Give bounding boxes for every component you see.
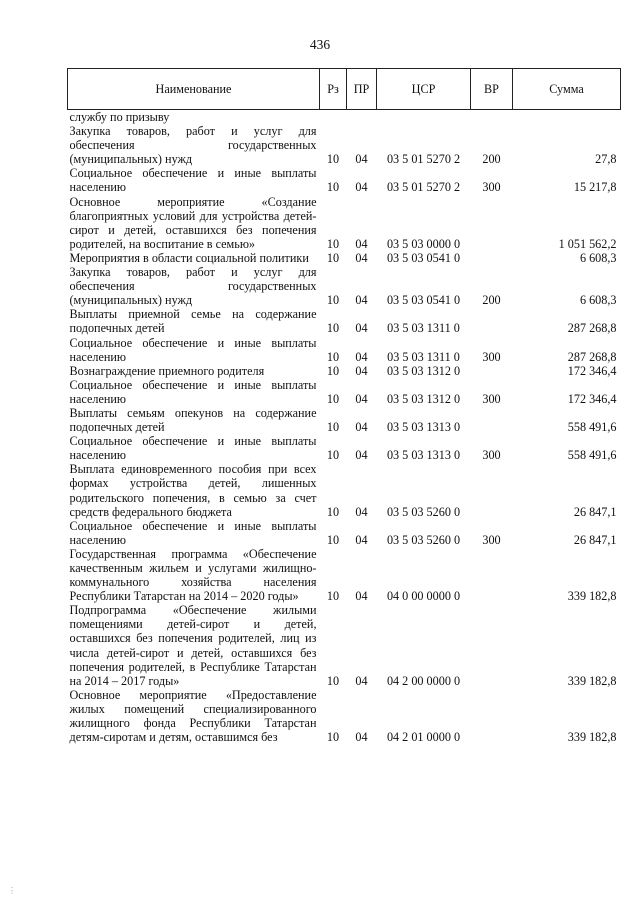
table-row: [68, 519, 621, 547]
cell-csr: 03 5 03 1312 0: [386, 391, 461, 406]
cell-rz: 10: [326, 504, 340, 519]
cell-csr: 03 5 03 1313 0: [386, 420, 461, 435]
cell-rz: 10: [326, 420, 340, 435]
cell-pr: 04: [355, 532, 368, 547]
cell-csr: 03 5 03 1313 0: [386, 448, 461, 463]
scan-edge-mark: ⋮: [8, 886, 16, 895]
cell-sum: 1 051 562,2: [558, 236, 617, 251]
cell-rz: 10: [326, 589, 340, 604]
table-body: [68, 110, 621, 745]
table-row: [68, 265, 621, 307]
table-row: [68, 547, 621, 603]
cell-rz: 10: [326, 236, 340, 251]
cell-rz: 10: [326, 321, 340, 336]
cell-name: Социальное обеспечение и иные выплаты населению: [69, 518, 317, 547]
cell-csr: 04 2 00 0000 0: [386, 673, 461, 688]
cell-name: службу по призыву: [69, 110, 170, 124]
cell-sum: 287 268,8: [567, 321, 617, 336]
cell-rz: 10: [326, 391, 340, 406]
table-row: [68, 688, 621, 744]
cell-pr: 04: [355, 293, 368, 308]
cell-pr: 04: [355, 448, 368, 463]
cell-name: Подпрограмма «Обеспечение жилыми помещениями детей-сирот и детей, оставшихся без попечения родителей, лиц из числа детей-сирот и детей, оставшихся без попечения родителей, в Республике Татарстан на 2014 – 2017 годы»: [69, 603, 317, 688]
table-row: [68, 336, 621, 364]
cell-rz: 10: [326, 363, 340, 378]
table-row: [68, 124, 621, 166]
cell-vr: [471, 251, 513, 265]
cell-rz: 10: [326, 673, 340, 688]
cell-pr: 04: [355, 180, 368, 195]
cell-pr: 04: [355, 363, 368, 378]
header-vr: ВР: [471, 69, 513, 110]
table-row: [68, 251, 621, 265]
cell-pr: 04: [355, 589, 368, 604]
cell-csr: 03 5 03 5260 0: [386, 504, 461, 519]
cell-rz: 10: [326, 152, 340, 167]
cell-name: Вознаграждение приемного родителя: [69, 363, 265, 378]
cell-vr: [471, 547, 513, 603]
cell-csr: 03 5 03 1311 0: [387, 349, 460, 364]
cell-name: Государственная программа «Обеспечение качественным жильем и услугами жилищно-коммунального хозяйства населения Республики Татарстан на 2014 – 2020 годы»: [69, 546, 317, 604]
cell-sum: 172 346,4: [567, 363, 617, 378]
table-row: [68, 166, 621, 194]
cell-pr: 04: [355, 349, 368, 364]
cell-vr: [471, 603, 513, 688]
table-row: [68, 307, 621, 335]
cell-vr: 300: [482, 532, 501, 547]
table-row: [68, 434, 621, 462]
cell-vr: [471, 110, 513, 125]
header-sum: Сумма: [513, 69, 621, 110]
cell-sum: 339 182,8: [567, 730, 617, 745]
cell-rz: 10: [326, 349, 340, 364]
cell-name: Мероприятия в области социальной политики: [69, 250, 309, 265]
cell-pr: 04: [355, 504, 368, 519]
cell-pr: 04: [355, 730, 368, 745]
cell-sum: 6 608,3: [579, 250, 617, 265]
cell-rz: 10: [326, 448, 340, 463]
cell-sum: [513, 110, 621, 125]
table-row: [68, 110, 621, 125]
cell-sum: 172 346,4: [567, 391, 617, 406]
cell-vr: 200: [482, 293, 501, 308]
cell-name: Выплаты приемной семье на содержание подопечных детей: [69, 307, 317, 336]
cell-vr: [471, 688, 513, 744]
table-row: [68, 195, 621, 251]
cell-sum: 287 268,8: [567, 349, 617, 364]
cell-vr: [471, 406, 513, 434]
cell-name: Социальное обеспечение и иные выплаты населению: [69, 377, 317, 406]
cell-pr: 04: [355, 152, 368, 167]
cell-name: Социальное обеспечение и иные выплаты населению: [69, 335, 317, 364]
cell-csr: 04 2 01 0000 0: [386, 730, 461, 745]
cell-rz: [320, 110, 347, 125]
cell-rz: 10: [326, 730, 340, 745]
cell-rz: 10: [326, 532, 340, 547]
cell-vr: 300: [482, 349, 501, 364]
cell-csr: 03 5 03 1312 0: [386, 363, 461, 378]
cell-csr: 03 5 03 5260 0: [386, 532, 461, 547]
cell-pr: 04: [355, 321, 368, 336]
cell-sum: 26 847,1: [573, 504, 617, 519]
cell-vr: 300: [482, 391, 501, 406]
cell-name: Закупка товаров, работ и услуг для обеспечения государственных (муниципальных) нужд: [69, 124, 317, 167]
cell-name: Социальное обеспечение и иные выплаты населению: [69, 434, 317, 463]
cell-csr: 03 5 03 0541 0: [386, 250, 461, 265]
cell-name: Выплата единовременного пособия при всех формах устройства детей, лишенных родительского попечения, в семью за счет средств федерального бюджета: [69, 462, 317, 519]
header-csr: ЦСР: [377, 69, 471, 110]
header-rz: Рз: [320, 69, 347, 110]
cell-pr: 04: [355, 250, 368, 265]
page-number: 436: [309, 37, 331, 52]
header-pr: ПР: [347, 69, 377, 110]
cell-name: Выплаты семьям опекунов на содержание подопечных детей: [69, 405, 317, 435]
cell-name: Социальное обеспечение и иные выплаты населению: [69, 166, 317, 195]
cell-rz: 10: [326, 180, 340, 195]
cell-sum: 558 491,6: [567, 448, 617, 463]
cell-rz: 10: [326, 293, 340, 308]
header-name: Наименование: [68, 69, 320, 110]
cell-name: Основное мероприятие «Предоставление жилых помещений специализированного жилищного фонда Республики Татарстан детям-сиротам и детям, оставшимся без: [69, 687, 317, 745]
cell-sum: 558 491,6: [567, 420, 617, 435]
cell-pr: 04: [355, 391, 368, 406]
budget-table: [67, 68, 621, 744]
cell-sum: 27,8: [595, 152, 617, 167]
table-header: [68, 69, 621, 110]
cell-pr: 04: [355, 673, 368, 688]
cell-csr: 03 5 03 1311 0: [387, 321, 460, 336]
table-row: [68, 603, 621, 688]
cell-vr: [471, 462, 513, 518]
cell-vr: 200: [482, 152, 501, 167]
cell-name: Основное мероприятие «Создание благоприятных условий для устройства детей-сирот и детей, оставшихся без попечения родителей, на воспитание в семью»: [69, 194, 317, 251]
cell-rz: 10: [326, 250, 340, 265]
cell-pr: [347, 110, 377, 125]
table-row: [68, 378, 621, 406]
cell-csr: 04 0 00 0000 0: [386, 589, 461, 604]
cell-pr: 04: [355, 420, 368, 435]
cell-vr: 300: [482, 180, 501, 195]
header-row: [68, 69, 621, 110]
table-row: [68, 364, 621, 378]
cell-csr: 03 5 01 5270 2: [386, 180, 461, 195]
cell-sum: 26 847,1: [573, 532, 617, 547]
cell-vr: 300: [482, 448, 501, 463]
cell-vr: [471, 364, 513, 378]
cell-sum: 6 608,3: [579, 293, 617, 308]
table-row: [68, 406, 621, 434]
cell-sum: 15 217,8: [573, 180, 617, 195]
table-row: [68, 462, 621, 518]
cell-vr: [471, 307, 513, 335]
cell-csr: 03 5 01 5270 2: [386, 152, 461, 167]
cell-vr: [471, 195, 513, 251]
cell-csr: [377, 110, 471, 125]
cell-name: Закупка товаров, работ и услуг для обеспечения государственных (муниципальных) нужд: [69, 265, 317, 308]
cell-sum: 339 182,8: [567, 673, 617, 688]
cell-pr: 04: [355, 236, 368, 251]
cell-csr: 03 5 03 0000 0: [386, 236, 461, 251]
cell-sum: 339 182,8: [567, 589, 617, 604]
cell-csr: 03 5 03 0541 0: [386, 293, 461, 308]
